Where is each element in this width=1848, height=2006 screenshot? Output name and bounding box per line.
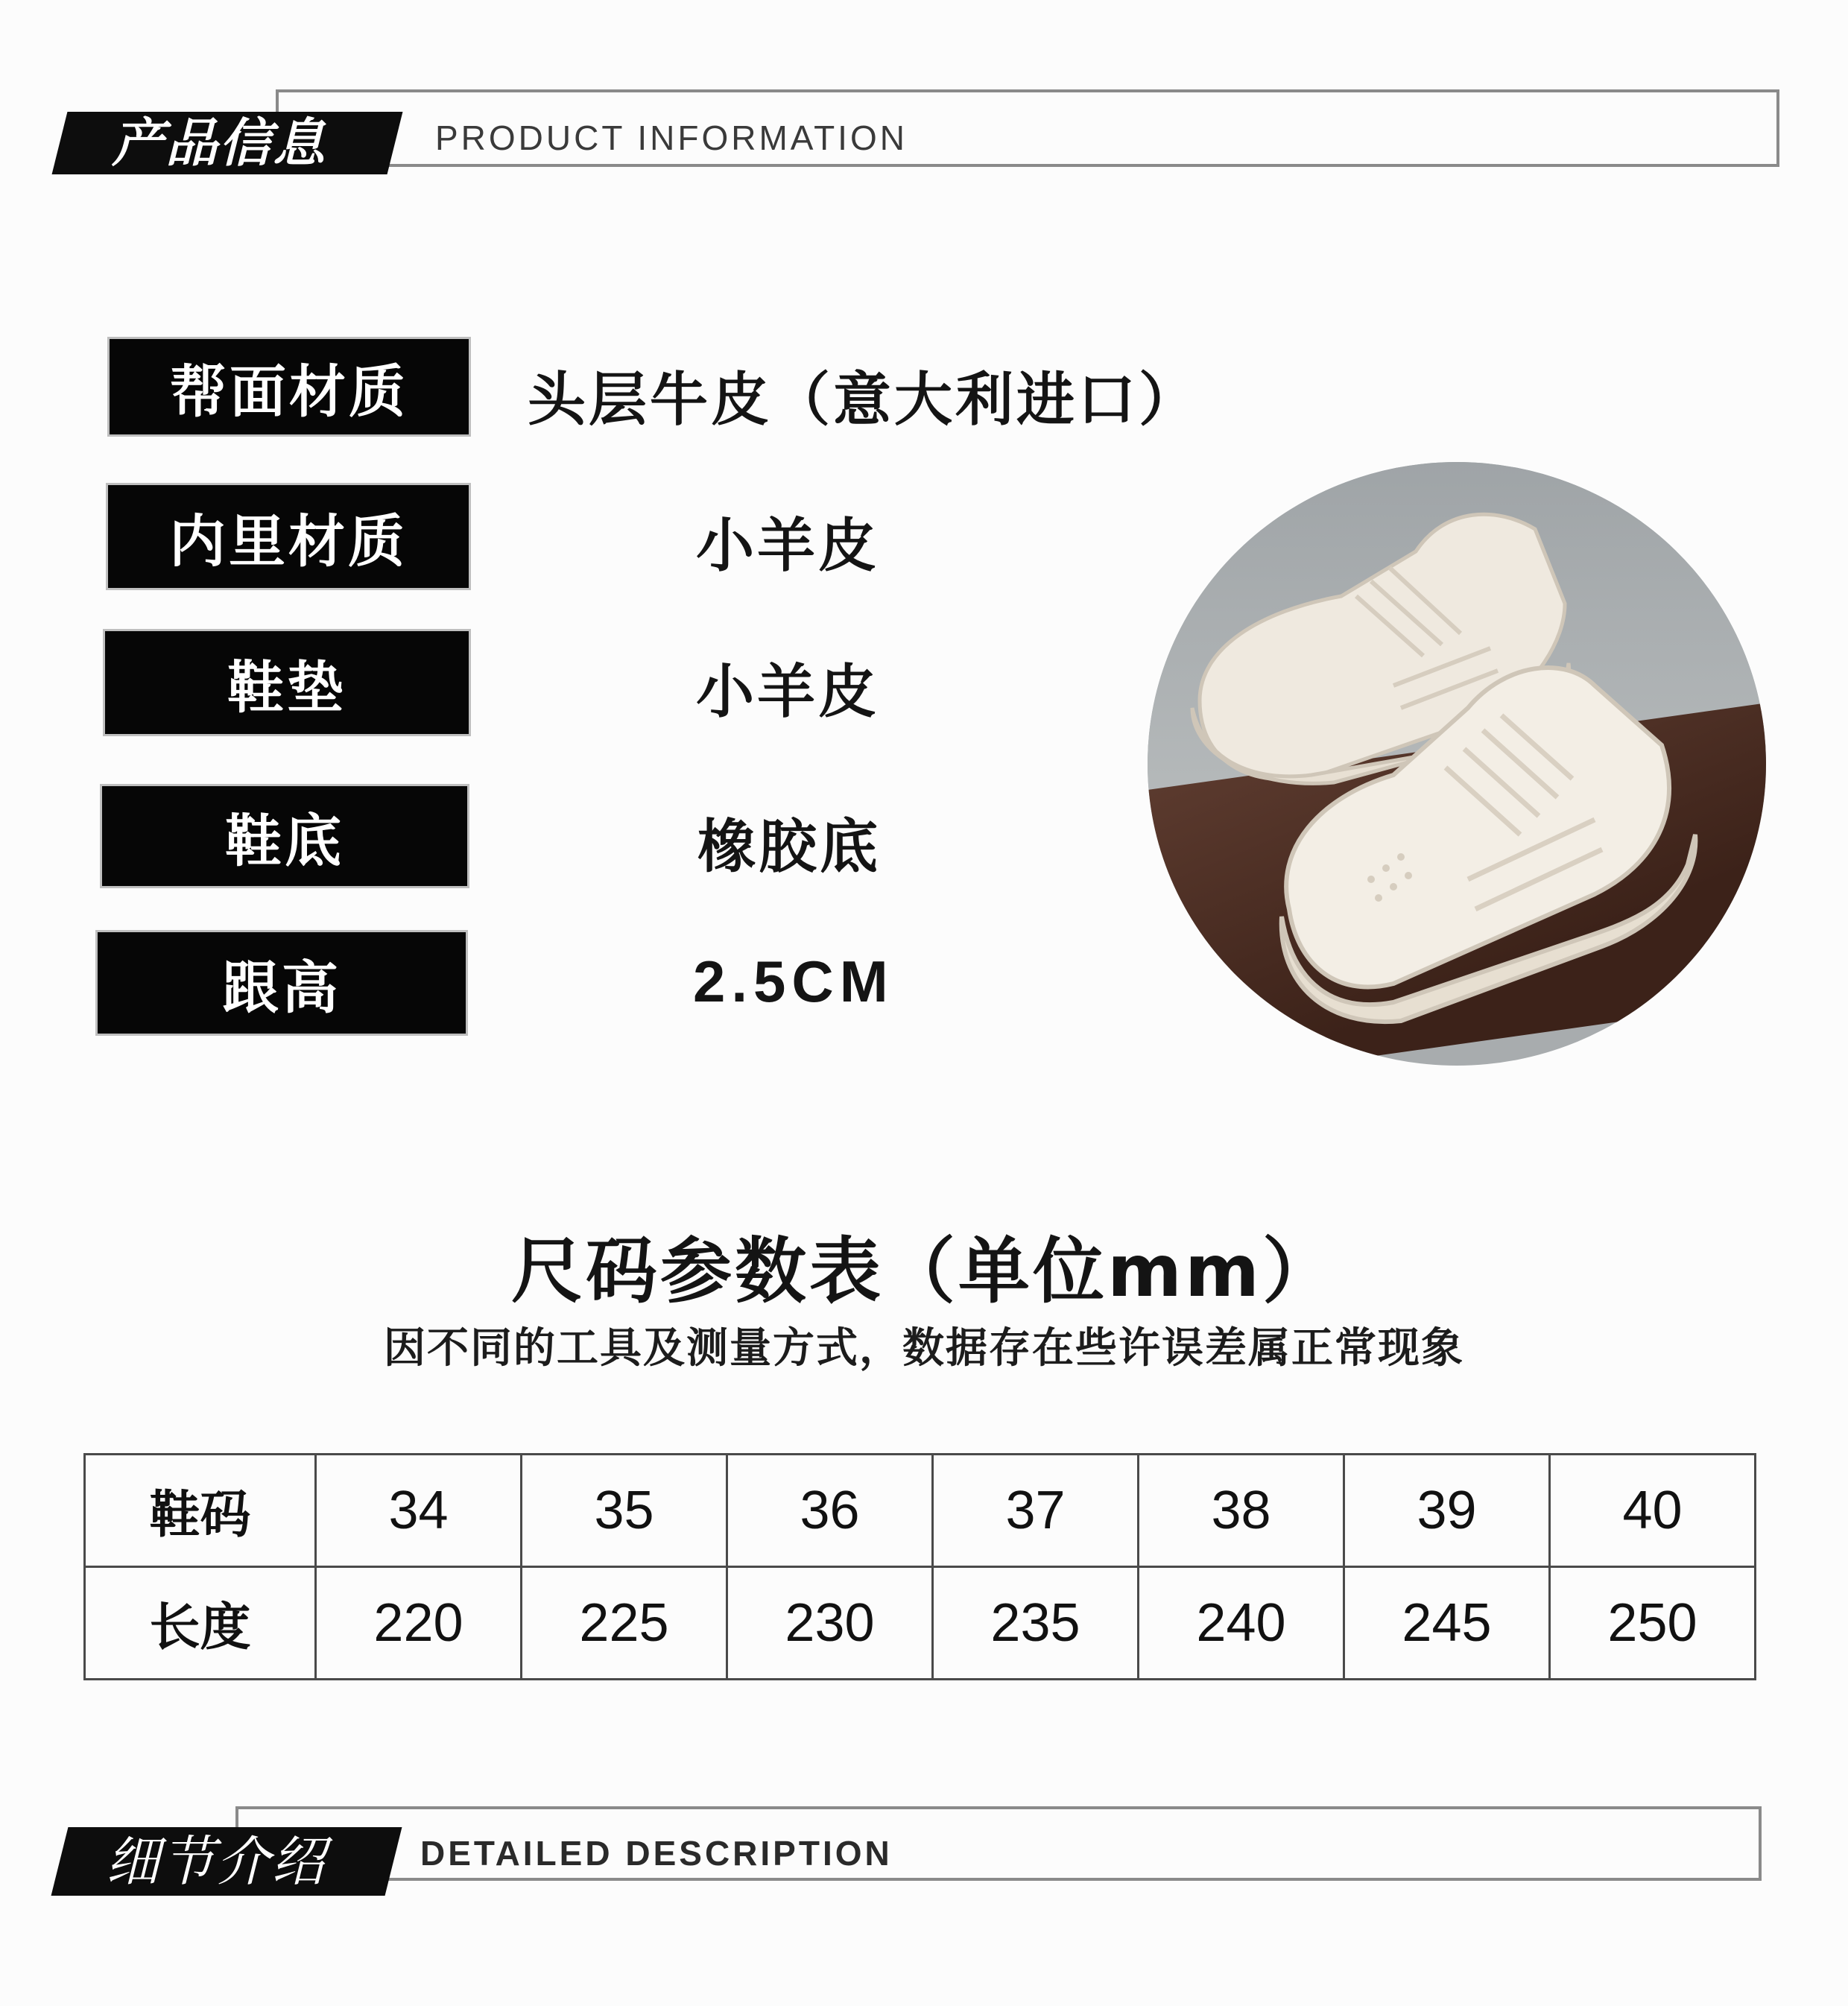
detail-header-subtitle: DETAILED DESCRIPTION <box>420 1834 893 1873</box>
table-cell: 220 <box>316 1567 522 1680</box>
detail-header-tag <box>51 1827 402 1896</box>
spec-value-upper: 头层牛皮（意大利进口） <box>528 367 1200 434</box>
spec-label-insole: 鞋垫 <box>103 629 471 736</box>
table-cell: 240 <box>1139 1567 1344 1680</box>
product-header-tag <box>52 112 403 174</box>
spec-label-outsole: 鞋底 <box>100 784 469 888</box>
spec-value-heel-height: 2.5CM <box>693 949 894 1014</box>
table-cell: 35 <box>522 1455 727 1567</box>
size-chart-title: 尺码参数表（单位mm） <box>510 1230 1338 1313</box>
table-row-size <box>85 1455 1756 1567</box>
spec-value-lining: 小羊皮 <box>696 513 880 580</box>
table-cell: 34 <box>316 1455 522 1567</box>
table-cell: 37 <box>933 1455 1139 1567</box>
table-row-length <box>85 1567 1756 1680</box>
row-header-size: 鞋码 <box>85 1455 316 1567</box>
spec-value-outsole: 橡胶底 <box>697 814 882 881</box>
table-cell: 245 <box>1344 1567 1550 1680</box>
table-cell: 235 <box>933 1567 1139 1680</box>
sneakers-illustration <box>1148 462 1766 1066</box>
table-cell: 230 <box>727 1567 933 1680</box>
spec-label-heel-height: 跟高 <box>95 930 468 1036</box>
spec-label-upper: 帮面材质 <box>107 337 471 437</box>
table-cell: 225 <box>522 1567 727 1680</box>
table-cell: 36 <box>727 1455 933 1567</box>
product-photo <box>1148 462 1766 1066</box>
size-table <box>83 1453 1756 1680</box>
row-header-length: 长度 <box>85 1567 316 1680</box>
table-cell: 250 <box>1550 1567 1756 1680</box>
table-cell: 38 <box>1139 1455 1344 1567</box>
spec-label-lining: 内里材质 <box>106 483 471 590</box>
table-cell: 39 <box>1344 1455 1550 1567</box>
detail-header-title: 细节介绍 <box>106 1830 327 1893</box>
spec-value-insole: 小羊皮 <box>696 659 880 726</box>
product-header-subtitle: PRODUCT INFORMATION <box>435 118 908 157</box>
product-header-title: 产品信息 <box>112 112 326 174</box>
size-chart-note: 因不同的工具及测量方式，数据存在些许误差属正常现象 <box>384 1324 1464 1373</box>
table-cell: 40 <box>1550 1455 1756 1567</box>
